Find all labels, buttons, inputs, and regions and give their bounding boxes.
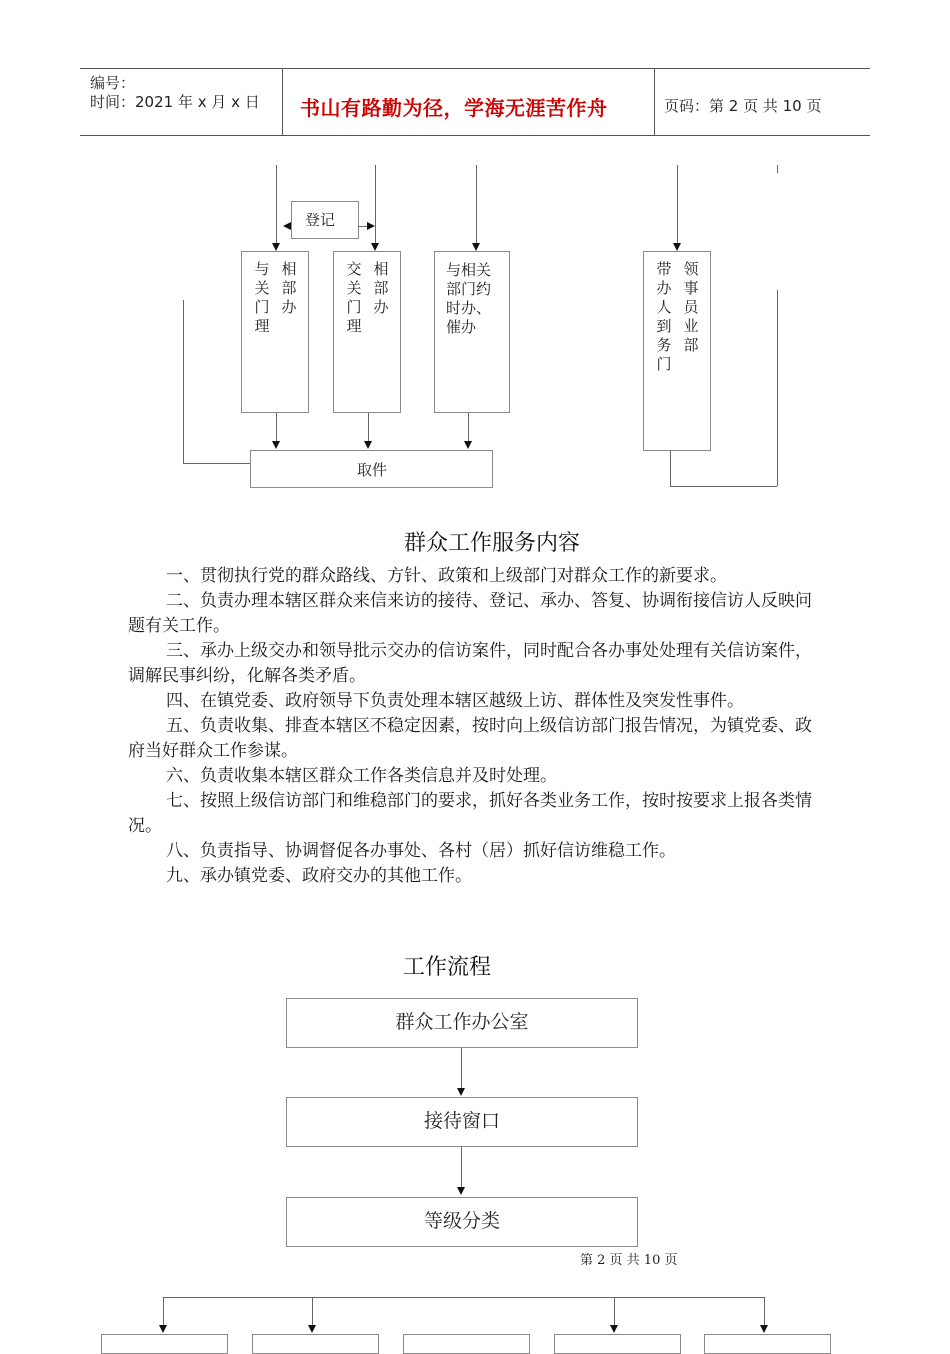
connector xyxy=(670,451,671,486)
connector xyxy=(368,413,369,442)
connector xyxy=(468,413,469,442)
arrow-down-icon xyxy=(308,1325,316,1333)
connector xyxy=(777,165,778,173)
connector xyxy=(358,226,367,227)
handle-text-1a: 与关门理 xyxy=(254,260,270,335)
document-number-label: 编号： xyxy=(90,74,136,92)
workflow-step-reception xyxy=(286,1097,638,1147)
arrow-left-icon xyxy=(283,222,291,230)
header-top-rule xyxy=(80,68,870,69)
connector xyxy=(183,463,250,464)
pickup-box xyxy=(250,450,493,488)
arrow-down-icon xyxy=(272,243,280,251)
workflow-step-office xyxy=(286,998,638,1048)
service-item-6: 六、负责收集本辖区群众工作各类信息并及时处理。 xyxy=(166,766,557,786)
handle-text-3a: 与相关 xyxy=(446,261,492,279)
service-item-3: 三、承办上级交办和领导批示交办的信访案件，同时配合各办事处处理有关信访案件，调解民事纠纷，化解各类矛盾。 xyxy=(128,641,812,686)
header-page-label: 页码：第 2 页 共 10 页 xyxy=(664,97,822,115)
handle-text-1b: 相部办 xyxy=(281,260,297,316)
service-item-4: 四、在镇党委、政府领导下负责处理本辖区越级上访、群体性及突发性事件。 xyxy=(166,691,744,711)
workflow-step-label: 接待窗口 xyxy=(423,1110,500,1132)
connector xyxy=(276,165,277,243)
arrow-down-icon xyxy=(760,1325,768,1333)
service-item-9: 九、承办镇党委、政府交办的其他工作。 xyxy=(166,866,472,886)
workflow-title: 工作流程 xyxy=(403,955,492,980)
handle-text-4b: 领事员业部 xyxy=(683,260,699,354)
connector xyxy=(476,165,477,243)
arrow-down-icon xyxy=(159,1325,167,1333)
service-item-5: 五、负责收集、排查本辖区不稳定因素，按时向上级信访部门报告情况，为镇党委、政府当好群众工作参谋。 xyxy=(128,716,812,761)
arrow-down-icon xyxy=(610,1325,618,1333)
workflow-step-classify xyxy=(286,1197,638,1247)
branch-box xyxy=(704,1334,831,1354)
header-divider-right xyxy=(654,68,655,135)
handle-text-4a: 带办人到务门 xyxy=(656,260,672,373)
connector xyxy=(375,165,376,243)
branch-box xyxy=(252,1334,379,1354)
service-item-8: 八、负责指导、协调督促各办事处、各村（居）抓好信访维稳工作。 xyxy=(166,841,676,861)
handle-text-3b: 部门约 xyxy=(446,280,492,298)
header-motto: 书山有路勤为径，学海无涯苦作舟 xyxy=(300,96,608,120)
handle-text-3c: 时办、 xyxy=(446,299,492,317)
handle-box-3 xyxy=(434,251,510,413)
page-footer: 第 2 页 共 10 页 xyxy=(580,1253,678,1268)
connector xyxy=(461,1048,462,1088)
branch-box xyxy=(101,1334,228,1354)
connector xyxy=(677,165,678,243)
connector xyxy=(670,486,777,487)
service-item-7: 七、按照上级信访部门和维稳部门的要求，抓好各类业务工作，按时按要求上报各类情况。 xyxy=(128,791,812,836)
arrow-down-icon xyxy=(673,243,681,251)
arrow-right-icon xyxy=(367,222,375,230)
arrow-down-icon xyxy=(464,441,472,449)
connector xyxy=(777,290,778,486)
connector xyxy=(614,1297,615,1325)
document-time-label: 时间：2021 年 x 月 x 日 xyxy=(90,93,260,111)
header-divider-left xyxy=(282,68,283,135)
arrow-down-icon xyxy=(457,1088,465,1096)
pickup-label: 取件 xyxy=(357,461,388,479)
workflow-step-label: 群众工作办公室 xyxy=(395,1011,529,1033)
service-item-1: 一、贯彻执行党的群众路线、方针、政策和上级部门对群众工作的新要求。 xyxy=(166,566,727,586)
workflow-step-label: 等级分类 xyxy=(423,1210,500,1232)
branch-box xyxy=(403,1334,530,1354)
handle-text-3d: 催办 xyxy=(446,318,477,336)
handle-box-2 xyxy=(333,251,401,413)
handle-box-4 xyxy=(643,251,711,451)
connector xyxy=(312,1297,313,1325)
connector xyxy=(461,1147,462,1187)
register-box xyxy=(291,201,359,239)
register-label: 登记 xyxy=(305,211,336,229)
arrow-down-icon xyxy=(457,1187,465,1195)
services-title: 群众工作服务内容 xyxy=(404,531,581,556)
arrow-down-icon xyxy=(364,441,372,449)
arrow-down-icon xyxy=(472,243,480,251)
arrow-down-icon xyxy=(371,243,379,251)
connector xyxy=(276,413,277,442)
connector xyxy=(163,1297,764,1298)
handle-text-2a: 交关门理 xyxy=(346,260,362,335)
arrow-down-icon xyxy=(272,441,280,449)
branch-box xyxy=(554,1334,681,1354)
connector xyxy=(163,1297,164,1325)
connector xyxy=(764,1297,765,1325)
header-bottom-rule xyxy=(80,135,870,136)
service-item-2: 二、负责办理本辖区群众来信来访的接待、登记、承办、答复、协调衔接信访人反映问题有关工作。 xyxy=(128,591,812,636)
connector xyxy=(183,300,184,463)
handle-box-1 xyxy=(241,251,309,413)
handle-text-2b: 相部办 xyxy=(373,260,389,316)
